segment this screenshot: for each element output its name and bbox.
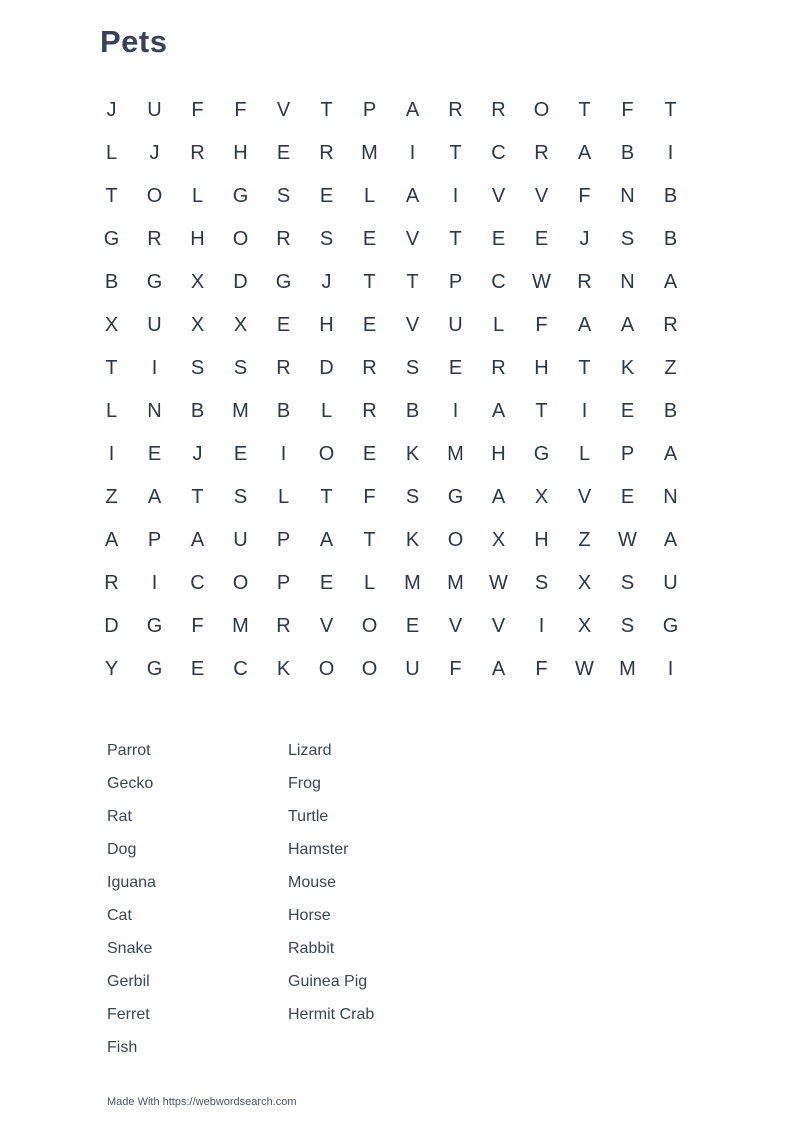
- grid-letter: B: [663, 228, 678, 250]
- grid-letter: S: [620, 228, 635, 250]
- word-list-item: Rat: [107, 808, 132, 825]
- grid-row: [90, 347, 692, 390]
- grid-letter: U: [147, 314, 162, 336]
- grid-letter: M: [619, 658, 636, 680]
- grid-letter: A: [405, 99, 420, 121]
- grid-letter: N: [620, 185, 635, 207]
- grid-letter: R: [190, 142, 205, 164]
- grid-letter: J: [192, 443, 203, 465]
- grid-letter: R: [276, 357, 291, 379]
- grid-letter: E: [319, 185, 334, 207]
- grid-letter: T: [449, 228, 462, 250]
- grid-letter: G: [275, 271, 292, 293]
- word-list-item: Snake: [107, 940, 153, 957]
- grid-letter: V: [448, 615, 463, 637]
- word-list-column-1: [107, 734, 288, 1064]
- grid-letter: N: [147, 400, 162, 422]
- grid-letter: L: [320, 400, 333, 422]
- grid-letter: I: [667, 142, 674, 164]
- grid-letter: X: [577, 572, 592, 594]
- word-list-item: Hamster: [288, 841, 349, 858]
- grid-letter: I: [452, 400, 459, 422]
- grid-letter: B: [190, 400, 205, 422]
- grid-letter: O: [318, 443, 335, 465]
- grid-row: [90, 175, 692, 218]
- grid-letter: W: [489, 572, 508, 594]
- grid-letter: X: [534, 486, 549, 508]
- grid-letter: S: [233, 486, 248, 508]
- grid-letter: O: [146, 185, 163, 207]
- grid-letter: I: [538, 615, 545, 637]
- word-list-item: Guinea Pig: [288, 973, 368, 990]
- grid-letter: X: [190, 271, 205, 293]
- grid-letter: L: [363, 185, 376, 207]
- grid-letter: J: [579, 228, 590, 250]
- grid-letter: B: [104, 271, 119, 293]
- grid-letter: A: [491, 400, 506, 422]
- grid-letter: V: [405, 314, 420, 336]
- grid-letter: T: [105, 185, 118, 207]
- grid-letter: U: [405, 658, 420, 680]
- word-list-item: Parrot: [107, 742, 151, 759]
- grid-letter: R: [147, 228, 162, 250]
- word-list-item: Fish: [107, 1039, 138, 1056]
- grid-letter: H: [534, 529, 549, 551]
- grid-letter: T: [406, 271, 419, 293]
- grid-letter: E: [190, 658, 205, 680]
- grid-letter: X: [104, 314, 119, 336]
- letter-grid: [90, 89, 692, 691]
- grid-letter: H: [190, 228, 205, 250]
- grid-letter: N: [620, 271, 635, 293]
- grid-letter: R: [534, 142, 549, 164]
- grid-letter: Z: [105, 486, 118, 508]
- grid-letter: S: [190, 357, 205, 379]
- grid-letter: E: [362, 443, 377, 465]
- grid-letter: A: [491, 658, 506, 680]
- grid-letter: E: [620, 486, 635, 508]
- grid-letter: I: [452, 185, 459, 207]
- grid-letter: G: [232, 185, 249, 207]
- grid-letter: E: [620, 400, 635, 422]
- grid-letter: H: [233, 142, 248, 164]
- grid-letter: F: [621, 99, 634, 121]
- grid-letter: T: [578, 99, 591, 121]
- grid-letter: Z: [664, 357, 677, 379]
- grid-letter: F: [191, 615, 204, 637]
- grid-letter: T: [578, 357, 591, 379]
- grid-letter: B: [663, 185, 678, 207]
- grid-letter: F: [363, 486, 376, 508]
- grid-letter: F: [535, 314, 548, 336]
- grid-letter: M: [404, 572, 421, 594]
- grid-letter: F: [535, 658, 548, 680]
- grid-letter: X: [577, 615, 592, 637]
- word-list-item: Gerbil: [107, 973, 150, 990]
- grid-letter: N: [663, 486, 678, 508]
- grid-letter: I: [151, 357, 158, 379]
- grid-letter: S: [276, 185, 291, 207]
- grid-letter: V: [491, 615, 506, 637]
- grid-letter: V: [534, 185, 549, 207]
- grid-letter: L: [105, 400, 118, 422]
- grid-letter: L: [363, 572, 376, 594]
- grid-letter: P: [276, 572, 291, 594]
- grid-letter: U: [233, 529, 248, 551]
- grid-row: [90, 218, 692, 261]
- grid-letter: X: [491, 529, 506, 551]
- grid-letter: S: [405, 357, 420, 379]
- grid-letter: R: [276, 228, 291, 250]
- grid-letter: E: [534, 228, 549, 250]
- grid-letter: J: [321, 271, 332, 293]
- word-list-item: Gecko: [107, 775, 154, 792]
- grid-letter: T: [105, 357, 118, 379]
- grid-letter: B: [663, 400, 678, 422]
- grid-letter: A: [577, 142, 592, 164]
- grid-letter: P: [276, 529, 291, 551]
- grid-row: [90, 519, 692, 562]
- grid-letter: A: [147, 486, 162, 508]
- grid-letter: I: [280, 443, 287, 465]
- grid-letter: C: [233, 658, 248, 680]
- grid-letter: A: [663, 271, 678, 293]
- grid-letter: R: [319, 142, 334, 164]
- word-list-column-2: [288, 734, 374, 1064]
- grid-letter: G: [533, 443, 550, 465]
- grid-letter: R: [663, 314, 678, 336]
- grid-letter: S: [620, 572, 635, 594]
- grid-letter: F: [449, 658, 462, 680]
- grid-letter: A: [663, 443, 678, 465]
- grid-letter: W: [618, 529, 637, 551]
- grid-letter: S: [405, 486, 420, 508]
- grid-letter: R: [276, 615, 291, 637]
- grid-letter: E: [319, 572, 334, 594]
- grid-letter: P: [620, 443, 635, 465]
- grid-letter: R: [491, 357, 506, 379]
- word-list: [107, 734, 374, 1064]
- grid-letter: P: [448, 271, 463, 293]
- word-list-item: Turtle: [288, 808, 329, 825]
- grid-row: [90, 261, 692, 304]
- grid-letter: G: [103, 228, 120, 250]
- grid-letter: W: [575, 658, 594, 680]
- grid-letter: Z: [578, 529, 591, 551]
- grid-letter: O: [447, 529, 464, 551]
- grid-row: [90, 433, 692, 476]
- grid-letter: O: [232, 228, 249, 250]
- grid-row: [90, 648, 692, 691]
- grid-letter: S: [534, 572, 549, 594]
- grid-letter: L: [105, 142, 118, 164]
- grid-letter: V: [491, 185, 506, 207]
- grid-row: [90, 605, 692, 648]
- grid-letter: G: [447, 486, 464, 508]
- word-list-item: Lizard: [288, 742, 332, 759]
- grid-letter: I: [581, 400, 588, 422]
- grid-letter: K: [276, 658, 291, 680]
- grid-letter: I: [151, 572, 158, 594]
- grid-letter: D: [319, 357, 334, 379]
- grid-letter: T: [363, 271, 376, 293]
- word-list-item: Dog: [107, 841, 137, 858]
- word-list-item: Ferret: [107, 1006, 150, 1023]
- grid-letter: U: [448, 314, 463, 336]
- grid-letter: L: [191, 185, 204, 207]
- grid-letter: I: [409, 142, 416, 164]
- grid-letter: R: [491, 99, 506, 121]
- grid-letter: E: [362, 228, 377, 250]
- grid-letter: W: [532, 271, 551, 293]
- word-list-item: Cat: [107, 907, 132, 924]
- grid-letter: E: [233, 443, 248, 465]
- grid-letter: T: [535, 400, 548, 422]
- grid-letter: E: [276, 314, 291, 336]
- grid-letter: D: [233, 271, 248, 293]
- grid-letter: A: [491, 486, 506, 508]
- word-list-item: Rabbit: [288, 940, 335, 957]
- grid-letter: M: [232, 615, 249, 637]
- word-list-item: Hermit Crab: [288, 1006, 375, 1023]
- word-list-item: Horse: [288, 907, 331, 924]
- grid-letter: L: [578, 443, 591, 465]
- grid-letter: R: [448, 99, 463, 121]
- grid-letter: P: [147, 529, 162, 551]
- grid-letter: O: [533, 99, 550, 121]
- grid-letter: B: [405, 400, 420, 422]
- grid-row: [90, 390, 692, 433]
- grid-row: [90, 562, 692, 605]
- grid-letter: M: [232, 400, 249, 422]
- grid-letter: X: [190, 314, 205, 336]
- grid-letter: M: [447, 572, 464, 594]
- grid-letter: A: [620, 314, 635, 336]
- grid-letter: C: [190, 572, 205, 594]
- grid-letter: E: [448, 357, 463, 379]
- grid-letter: O: [361, 615, 378, 637]
- grid-letter: E: [362, 314, 377, 336]
- page-title: Pets: [100, 24, 168, 59]
- grid-letter: S: [319, 228, 334, 250]
- grid-letter: F: [234, 99, 247, 121]
- grid-letter: G: [146, 271, 163, 293]
- grid-letter: H: [319, 314, 334, 336]
- grid-letter: V: [405, 228, 420, 250]
- grid-letter: U: [147, 99, 162, 121]
- grid-letter: I: [108, 443, 115, 465]
- grid-letter: G: [146, 658, 163, 680]
- grid-letter: M: [361, 142, 378, 164]
- grid-letter: O: [232, 572, 249, 594]
- grid-letter: D: [104, 615, 119, 637]
- grid-letter: R: [577, 271, 592, 293]
- grid-letter: J: [106, 99, 117, 121]
- grid-letter: V: [319, 615, 334, 637]
- grid-letter: A: [319, 529, 334, 551]
- grid-letter: K: [405, 529, 420, 551]
- grid-letter: R: [362, 357, 377, 379]
- grid-letter: C: [491, 142, 506, 164]
- grid-letter: A: [663, 529, 678, 551]
- grid-letter: H: [534, 357, 549, 379]
- grid-letter: I: [667, 658, 674, 680]
- grid-letter: T: [449, 142, 462, 164]
- grid-letter: T: [320, 486, 333, 508]
- grid-row: [90, 132, 692, 175]
- grid-letter: V: [577, 486, 592, 508]
- grid-letter: O: [361, 658, 378, 680]
- grid-letter: T: [320, 99, 333, 121]
- grid-letter: A: [190, 529, 205, 551]
- grid-letter: L: [492, 314, 505, 336]
- grid-letter: G: [146, 615, 163, 637]
- footer-credit: Made With https://webwordsearch.com: [107, 1096, 297, 1108]
- grid-letter: K: [405, 443, 420, 465]
- grid-letter: E: [276, 142, 291, 164]
- grid-letter: B: [276, 400, 291, 422]
- grid-letter: P: [362, 99, 377, 121]
- grid-letter: K: [620, 357, 635, 379]
- grid-letter: R: [104, 572, 119, 594]
- grid-letter: F: [191, 99, 204, 121]
- grid-row: [90, 476, 692, 519]
- grid-letter: O: [318, 658, 335, 680]
- grid-letter: B: [620, 142, 635, 164]
- word-list-item: Mouse: [288, 874, 337, 891]
- grid-letter: E: [405, 615, 420, 637]
- grid-letter: S: [620, 615, 635, 637]
- grid-letter: T: [191, 486, 204, 508]
- grid-letter: L: [277, 486, 290, 508]
- grid-letter: V: [276, 99, 291, 121]
- grid-letter: Y: [104, 658, 119, 680]
- grid-letter: J: [149, 142, 160, 164]
- grid-letter: E: [491, 228, 506, 250]
- grid-letter: A: [577, 314, 592, 336]
- grid-letter: F: [578, 185, 591, 207]
- grid-letter: R: [362, 400, 377, 422]
- grid-letter: H: [491, 443, 506, 465]
- grid-letter: A: [405, 185, 420, 207]
- grid-letter: S: [233, 357, 248, 379]
- grid-letter: T: [664, 99, 677, 121]
- grid-letter: G: [662, 615, 679, 637]
- grid-letter: T: [363, 529, 376, 551]
- grid-letter: E: [147, 443, 162, 465]
- grid-letter: U: [663, 572, 678, 594]
- grid-letter: C: [491, 271, 506, 293]
- grid-letter: A: [104, 529, 119, 551]
- word-list-item: Frog: [288, 775, 321, 792]
- word-list-item: Iguana: [107, 874, 156, 891]
- grid-letter: X: [233, 314, 248, 336]
- grid-row: [90, 304, 692, 347]
- grid-row: [90, 89, 692, 132]
- grid-letter: M: [447, 443, 464, 465]
